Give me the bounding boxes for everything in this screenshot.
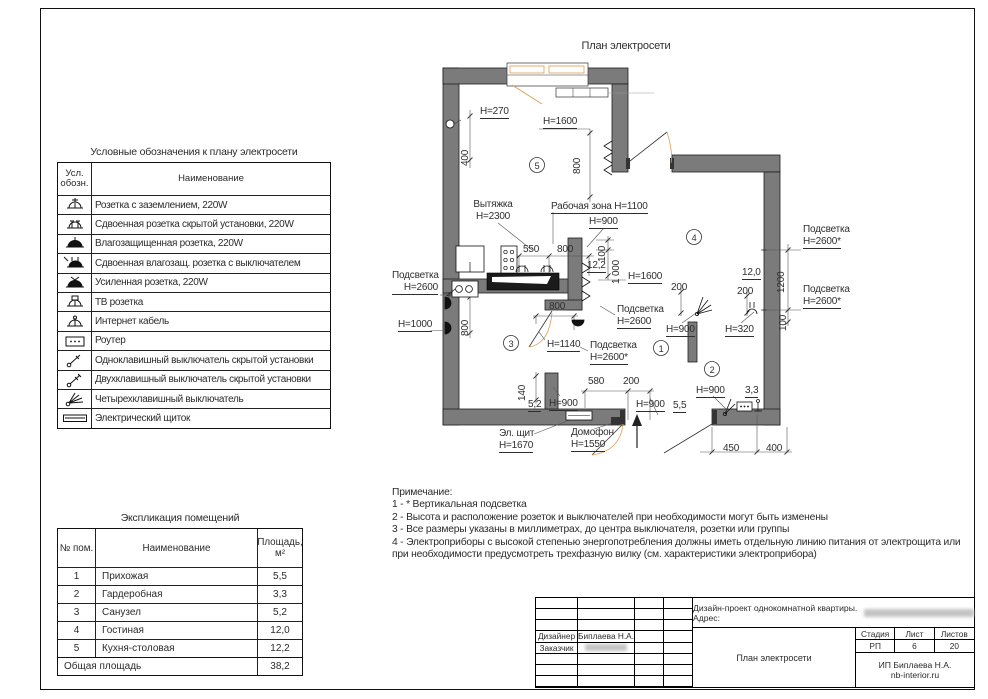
header-area: Площадь, м² [257,537,303,559]
stage-table [856,628,974,687]
router-icon [58,332,92,350]
legend-row [58,389,330,408]
plan-label-h270: Н=270 [480,106,509,117]
sheet-value: 6 [895,640,934,653]
plan-label-room4-num: 4 [691,233,697,243]
project-description [693,598,974,628]
sheet-label: Лист [895,628,934,640]
legend-item-label: Розетка с заземлением, 220W [95,199,228,211]
title-block-signatures [536,598,693,687]
legend-title: Условные обозначения к плану электросети [90,146,298,158]
room-schedule-panel [57,512,303,676]
legend-header-symbol: Усл. обозн. [58,163,92,195]
plan-label-h900-mid: Н=900 [666,324,695,335]
titleblock-cell [664,620,693,631]
plan-label-dim-100-right: 100 [778,314,789,331]
legend-header [58,163,330,195]
plan-label-h900-kitchen: Н=900 [589,216,618,227]
room-name: Гардеробная [96,586,258,603]
plan-label-area-5: 12,2 [587,260,606,271]
note-line: 3 - Все размеры указаны в миллиметрах, до центра выключателя, розетки или группы [392,524,790,536]
legend-row [58,331,330,350]
plan-label-podsv-r1-2: Н=2600* [803,236,841,247]
plan-label-dim-1200: 1200 [776,271,787,293]
room-schedule-body [58,567,302,657]
plan-label-dim-400: 400 [460,149,471,166]
titleblock-cell [536,676,578,687]
legend-row [58,292,330,311]
plan-label-h1600-mid: Н=1600 [628,271,663,282]
legend-item-label: Усиленная розетка, 220W [95,277,208,289]
plan-label-dim-400-entry: 400 [766,443,783,454]
title-block-right [693,598,974,687]
plan-label-dim-800-bath: 800 [460,319,471,336]
socket-double-icon [58,215,92,233]
room-area: 5,5 [273,571,287,582]
plan-label-dim-1000-mid: 1 000 [611,259,622,284]
socket-waterproof-icon [58,235,92,253]
door-jambs [620,158,717,424]
legend-item-label: Двухклавишный выключатель скрытой установки [95,374,311,386]
notes-lines [392,499,977,561]
titleblock-cell [664,598,693,609]
titleblock-cell [635,598,664,609]
note-line: 1 - * Вертикальная подсветка [392,499,527,511]
socket-internet-icon [58,312,92,330]
plan-label-h1140: Н=1140 [547,339,581,350]
room-area: 12,2 [270,643,290,654]
titleblock-cell [664,631,693,642]
plan-label-h900-room2: Н=900 [696,385,725,396]
plan-label-dim-800-kitchen: 800 [557,244,574,255]
plan-label-plan-title: План электросети [581,40,671,52]
plan-label-dim-200-b: 200 [737,286,754,297]
plan-label-dim-550: 550 [523,244,540,255]
plan-label-podsv-r2-1: Подсветка [803,284,850,295]
legend-row [58,273,330,292]
plan-label-dim-800-top: 800 [572,157,583,174]
socket-double-waterproof-switch-icon [58,254,92,272]
company-cell [856,653,974,687]
room-name: Кухня-столовая [96,640,258,657]
legend-header-name: Наименование [178,173,244,184]
room-num: 1 [58,568,96,585]
stage-values-row [856,640,974,653]
plan-label-area-3: 5,2 [528,399,542,410]
room-num: 2 [58,586,96,603]
titleblock-cell [664,654,693,665]
entrance-arrow-icon [632,414,642,448]
legend-body [58,195,330,428]
titleblock-cell [664,665,693,676]
room-num: 5 [58,640,96,657]
plan-label-podsv-c1-2: Н=2600 [617,316,652,327]
plan-label-room5-num: 5 [534,161,540,171]
room-name: Прихожая [96,568,258,585]
titleblock-cell [635,676,664,687]
switch-single-icon [58,351,92,369]
plan-label-dim-100-mid: 100 [597,245,608,262]
room-number-circles [504,158,720,377]
sheets-value: 20 [935,640,974,653]
legend-item-label: Электрический щиток [95,412,191,424]
client-label: Заказчик [536,643,578,654]
sheets-label: Листов [935,628,974,640]
room-area: 3,3 [273,589,287,600]
plan-label-elshit-2: Н=1670 [499,440,534,451]
switch-quad-icon [58,390,92,408]
plan-label-dim-450: 450 [723,443,740,454]
stage-value: РП [856,640,895,653]
legend-item-label: Сдвоенная розетка скрытой установки, 220W [95,219,294,231]
titleblock-cell [635,665,664,676]
plan-label-vytyazhka-2: Н=2300 [475,211,511,222]
plan-label-rabochaya: Рабочая зона Н=1100 [551,201,648,212]
stage-header-row [856,628,974,640]
plan-label-area-2: 3,3 [745,385,759,396]
legend-item-label: Влагозащищенная розетка, 220W [95,238,243,250]
intercom-icon [611,417,620,425]
room-name: Гостиная [96,622,258,639]
header-name: Наименование [96,529,258,567]
plan-label-podsv-c2-2: Н=2600* [590,352,628,363]
titleblock-cell [635,620,664,631]
legend-row [58,350,330,369]
room-area: 5,2 [273,607,287,618]
stage-label: Стадия [856,628,895,640]
switch-double-icon [58,371,92,389]
plan-label-room2-num: 2 [709,365,715,375]
plan-label-room3-num: 3 [508,339,514,349]
titleblock-cell [536,620,578,631]
plan-label-room1-num: 1 [658,344,664,354]
room-schedule-table [57,528,303,676]
titleblock-cell [578,654,635,665]
titleblock-cell [635,643,664,654]
plan-label-h900-bath: Н=900 [549,398,578,409]
titleblock-cell [578,665,635,676]
drawing-title: План электросети [693,628,856,687]
designer-label: Дизайнер [536,631,578,642]
note-line: 2 - Высота и расположение розеток и выключателей при необходимости могут быть изменены [392,511,828,523]
room-row [58,585,302,603]
room-row [58,621,302,639]
titleblock-cell [635,654,664,665]
legend-row [58,195,330,214]
plan-label-podsv-r1-1: Подсветка [803,224,850,235]
switch-symbols [695,297,762,416]
title-block [535,597,975,688]
legend-row [58,214,330,233]
titleblock-cell [578,676,635,687]
legend-row [58,253,330,272]
plan-label-dim-200-c: 200 [623,376,640,387]
plan-label-podsv-r2-2: Н=2600* [803,296,841,307]
company-name: ИП Биплаева Н.А. [878,659,952,670]
room-row [58,639,302,657]
designer-name: Биплаева Н.А. [578,631,635,642]
legend-table [57,162,331,429]
plan-label-area-4: 12,0 [742,267,761,278]
titleblock-cell [635,631,664,642]
plan-label-vytyazhka-1: Вытяжка [473,199,513,210]
titleblock-cell [664,643,693,654]
switch-quad-icon [695,297,712,316]
room-num: 4 [58,622,96,639]
project-line: Дизайн-проект однокомнатной квартиры. Адрес: [693,602,858,623]
titleblock-cell [664,676,693,687]
legend-row [58,408,330,427]
legend-item-label: Интернет кабель [95,316,169,328]
room-row [58,603,302,621]
client-name-redacted [585,644,627,651]
company-website: nb-interior.ru [890,670,940,680]
plan-label-podsv-c1-1: Подсветка [617,304,664,315]
plan-label-h320: Н=320 [725,324,754,335]
legend-item-label: ТВ розетка [95,296,144,308]
socket-tv-icon [58,293,92,311]
titleblock-cell [536,598,578,609]
client-name-cell [578,643,635,654]
plan-label-dim-140: 140 [517,384,528,401]
titleblock-cell [635,609,664,620]
legend-item-label: Сдвоенная влагозащ. розетка с выключателем [95,257,301,269]
room-schedule-title: Экспликация помещений [120,512,240,524]
window [507,63,654,104]
total-label: Общая площадь [58,658,258,675]
plan-label-h900-hall: Н=900 [636,399,665,410]
walls [443,68,780,425]
room-area: 12,0 [270,625,290,636]
plan-label-podsv-c2-1: Подсветка [590,340,637,351]
socket-power-icon [58,274,92,292]
electrical-panel-icon [58,409,92,427]
plan-label-domofon-2: Н=1550 [571,439,606,450]
plan-label-podsv-l-1: Подсветка [392,270,439,281]
notes-block [392,487,977,561]
legend-panel [57,146,331,429]
plan-label-h1000-left: Н=1000 [398,319,433,330]
plan-label-dim-800-3: 800 [549,301,566,312]
header-num: № пом. [58,529,96,567]
plan-label-h1600-top: Н=1600 [543,116,578,127]
legend-item-label: Четырехклавишный выключатель [95,393,244,405]
room-schedule-total-row [58,657,302,675]
titleblock-cell [578,620,635,631]
room-num: 3 [58,604,96,621]
plan-label-dim-580: 580 [588,376,605,387]
titleblock-cell [578,598,635,609]
socket-grounded-icon [58,196,92,214]
room-name: Санузел [96,604,258,621]
plan-label-area-1: 5,5 [673,400,687,411]
note-line: 4 - Электроприборы с высокой степенью энергопотребления должны иметь отдельную линию питания от электрощита или [392,536,961,548]
note-line: при необходимости предусмотреть трехфазную вилку (см. характеристики электроприбора) [392,549,817,561]
plan-label-elshit-1: Эл. щит [499,428,535,439]
total-area: 38,2 [270,661,290,672]
plan-label-podsv-l-2: Н=2600 [392,283,438,295]
room-schedule-header [58,529,302,567]
legend-item-label: Роутер [95,335,126,347]
notes-title: Примечание: [392,487,453,498]
legend-row [58,234,330,253]
address-redacted [864,609,974,617]
legend-item-label: Одноклавишный выключатель скрытой установки [95,354,314,366]
plan-label-domofon-1: Домофон [571,427,614,438]
legend-row [58,311,330,330]
legend-row [58,370,330,389]
title-block-lower [693,628,974,687]
plan-label-dim-200-a: 200 [671,282,688,293]
leader-lines [430,212,754,434]
titleblock-cell [536,609,578,620]
titleblock-cell [664,609,693,620]
titleblock-cell [578,609,635,620]
titleblock-cell [536,654,578,665]
room-row [58,567,302,585]
titleblock-cell [536,665,578,676]
hob-icon [501,246,517,276]
